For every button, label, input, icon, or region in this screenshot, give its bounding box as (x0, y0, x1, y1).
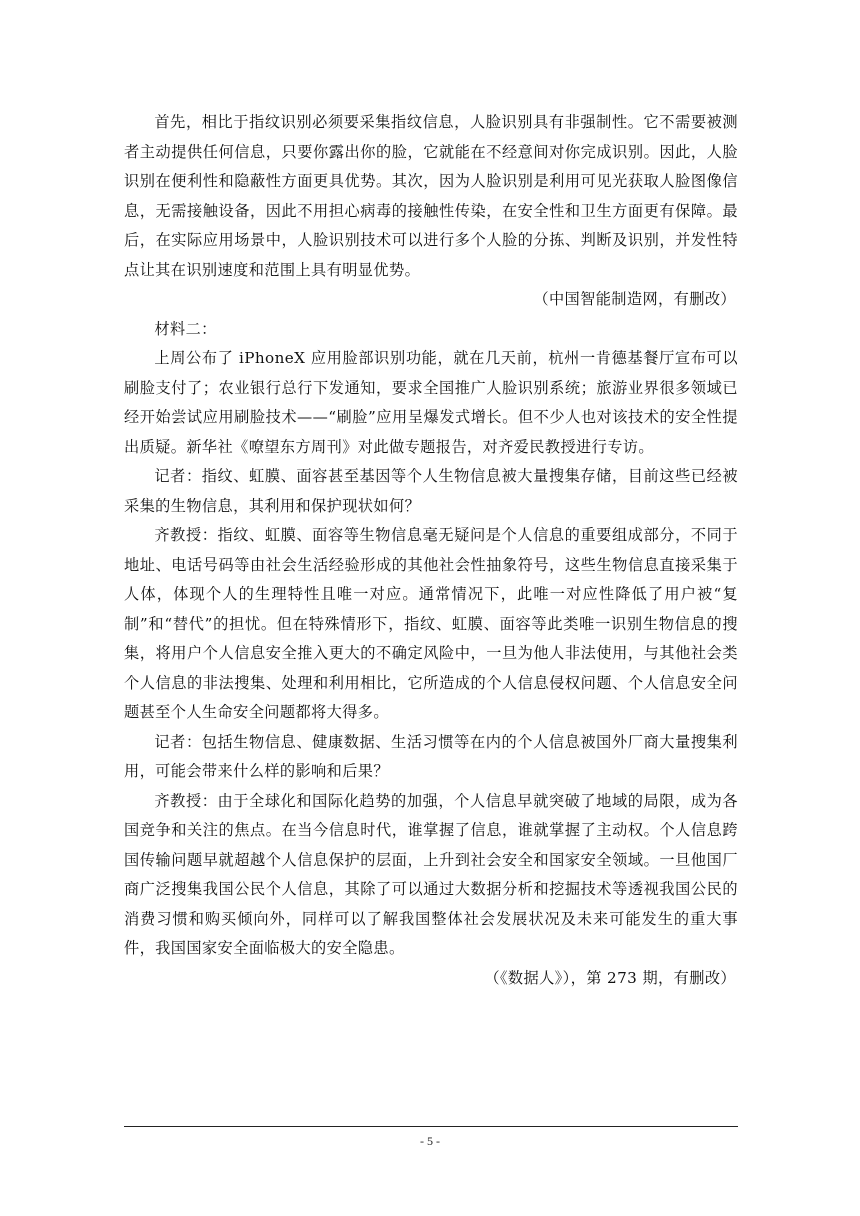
article-body (124, 108, 738, 993)
paragraph-reporter-question-2: 记者：包括生物信息、健康数据、生活习惯等在内的个人信息被国外厂商大量搜集利用，可能会带来什么样的影响和后果？ (124, 732, 738, 780)
source-citation-2: （《数据人》），第 273 期，有删改） (484, 968, 736, 987)
paragraph-face-payment-news: 上周公布了 iPhoneX 应用脸部识别功能，就在几天前，杭州一肯德基餐厅宣布可以刷脸支付了；农业银行总行下发通知，要求全国推广人脸识别系统；旅游业界很多领域已经开始尝试应用刷脸技术——“刷脸”应用呈爆发式增长。但不少人也对该技术的安全性提出质疑。新华社《嘹望东方周刊》对此做专题报告，对齐爱民教授进行专访。 (124, 349, 738, 456)
paragraph-reporter-question-1: 记者：指纹、虹膜、面容甚至基因等个人生物信息被大量搜集存储，目前这些已经被采集的生物信息，其利用和保护现状如何？ (124, 467, 738, 515)
footer-divider (124, 1126, 738, 1127)
paragraph-professor-answer-2: 齐教授：由于全球化和国际化趋势的加强，个人信息早就突破了地域的局限，成为各国竞争和关注的焦点。在当今信息时代，谁掌握了信息，谁就掌握了主动权。个人信息跨国传输问题早就超越个人信息保护的层面，上升到社会安全和国家安全领域。一旦他国厂商广泛搜集我国公民个人信息，其除了可以通过大数据分析和挖掘技术等透视我国公民的消费习惯和购买倾向外，同样可以了解我国整体社会发展状况及未来可能发生的重大事件，我国国家安全面临极大的安全隐患。 (124, 791, 738, 957)
paragraph-professor-answer-1: 齐教授：指纹、虹膜、面容等生物信息毫无疑问是个人信息的重要组成部分，不同于地址、电话号码等由社会生活经验形成的其他社会性抽象符号，这些生物信息直接采集于人体，体现个人的生理特性且唯一对应。通常情况下，此唯一对应性降低了用户被“复制”和“替代”的担忧。但在特殊情形下，指纹、虹膜、面容等此类唯一识别生物信息的搜集，将用户个人信息安全推入更大的不确定风险中，一旦为他人非法使用，与其他社会类个人信息的非法搜集、处理和利用相比，它所造成的个人信息侵权问题、个人信息安全问题甚至个人生命安全问题都将大得多。 (124, 526, 738, 721)
material-two-heading: 材料二： (154, 319, 217, 338)
page-number: - 5 - (420, 1134, 440, 1148)
source-citation-1: （中国智能制造网，有删改） (533, 290, 736, 308)
paragraph-face-recognition-advantages: 首先，相比于指纹识别必须要采集指纹信息，人脸识别具有非强制性。它不需要被测者主动提供任何信息，只要你露出你的脸，它就能在不经意间对你完成识别。因此，人脸识别在便利性和隐蔽性方面更具优势。其次，因为人脸识别是利用可见光获取人脸图像信息，无需接触设备，因此不用担心病毒的接触性传染，在安全性和卫生方面更有保障。最后，在实际应用场景中，人脸识别技术可以进行多个人脸的分拣、判断及识别，并发性特点让其在识别速度和范围上具有明显优势。 (124, 113, 738, 279)
